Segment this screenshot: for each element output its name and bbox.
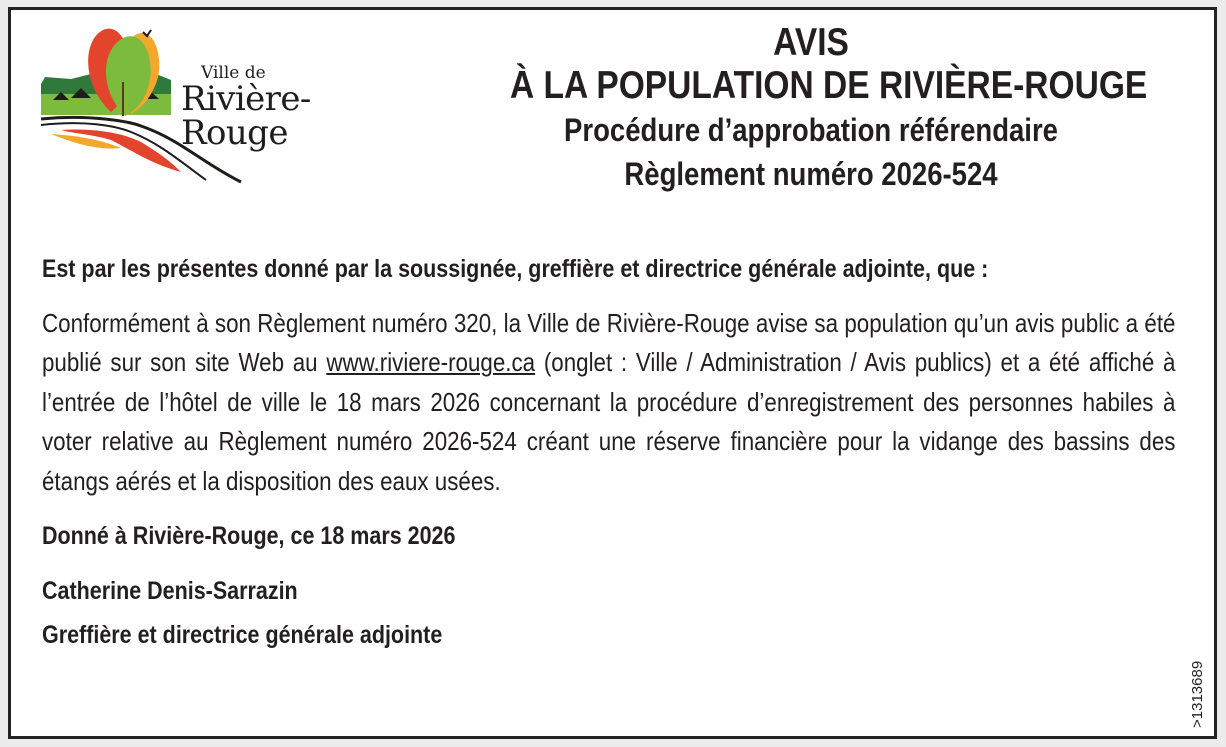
town-logo	[31, 22, 401, 187]
logo-town-name: Rivière-Rouge	[181, 79, 311, 153]
procedure-heading: Procédure d’approbation référendaire	[564, 112, 1058, 148]
reference-code: >1313689	[1189, 660, 1206, 728]
notice-box	[8, 7, 1217, 739]
notice-content	[42, 254, 1175, 657]
notice-header	[510, 21, 1148, 196]
logo-wordmark	[181, 63, 401, 153]
paragraph-part-1: Conformément à son Règlement numéro 320, la Ville de Rivière-Rouge avise sa population qu’un avis public a été publié sur son site Web au	[42, 308, 1176, 378]
notice-title: AVIS	[773, 21, 849, 64]
signatory-name: Catherine Denis-Sarrazin	[42, 577, 298, 606]
given-at-date: Donné à Rivière-Rouge, ce 18 mars 2026	[42, 522, 456, 551]
regulation-heading: Règlement numéro 2026-524	[624, 156, 998, 192]
notice-subtitle: À LA POPULATION DE RIVIÈRE-ROUGE	[510, 64, 1148, 107]
signature-block	[42, 569, 1175, 657]
website-link[interactable]: www.riviere-rouge.ca	[326, 347, 536, 378]
signatory-title: Greffière et directrice générale adjointe	[42, 621, 443, 650]
intro-statement: Est par les présentes donné par la soussignée, greffière et directrice générale adjointe, que :	[42, 255, 989, 283]
paragraph-part-2: (onglet : Ville / Administration / Avis publics) et a été affiché à l’entrée de l’hôtel de ville le 18 mars 2026 concernant la procédure d’enregistrement des personnes habiles à voter relative au Règlement numéro 2026-524 créant une réserve financière pour la vidange des bassins des étangs aérés et la disposition des eaux usées.	[42, 347, 1176, 496]
main-paragraph	[42, 304, 1175, 501]
logo-town-prefix: Ville de	[201, 63, 266, 83]
